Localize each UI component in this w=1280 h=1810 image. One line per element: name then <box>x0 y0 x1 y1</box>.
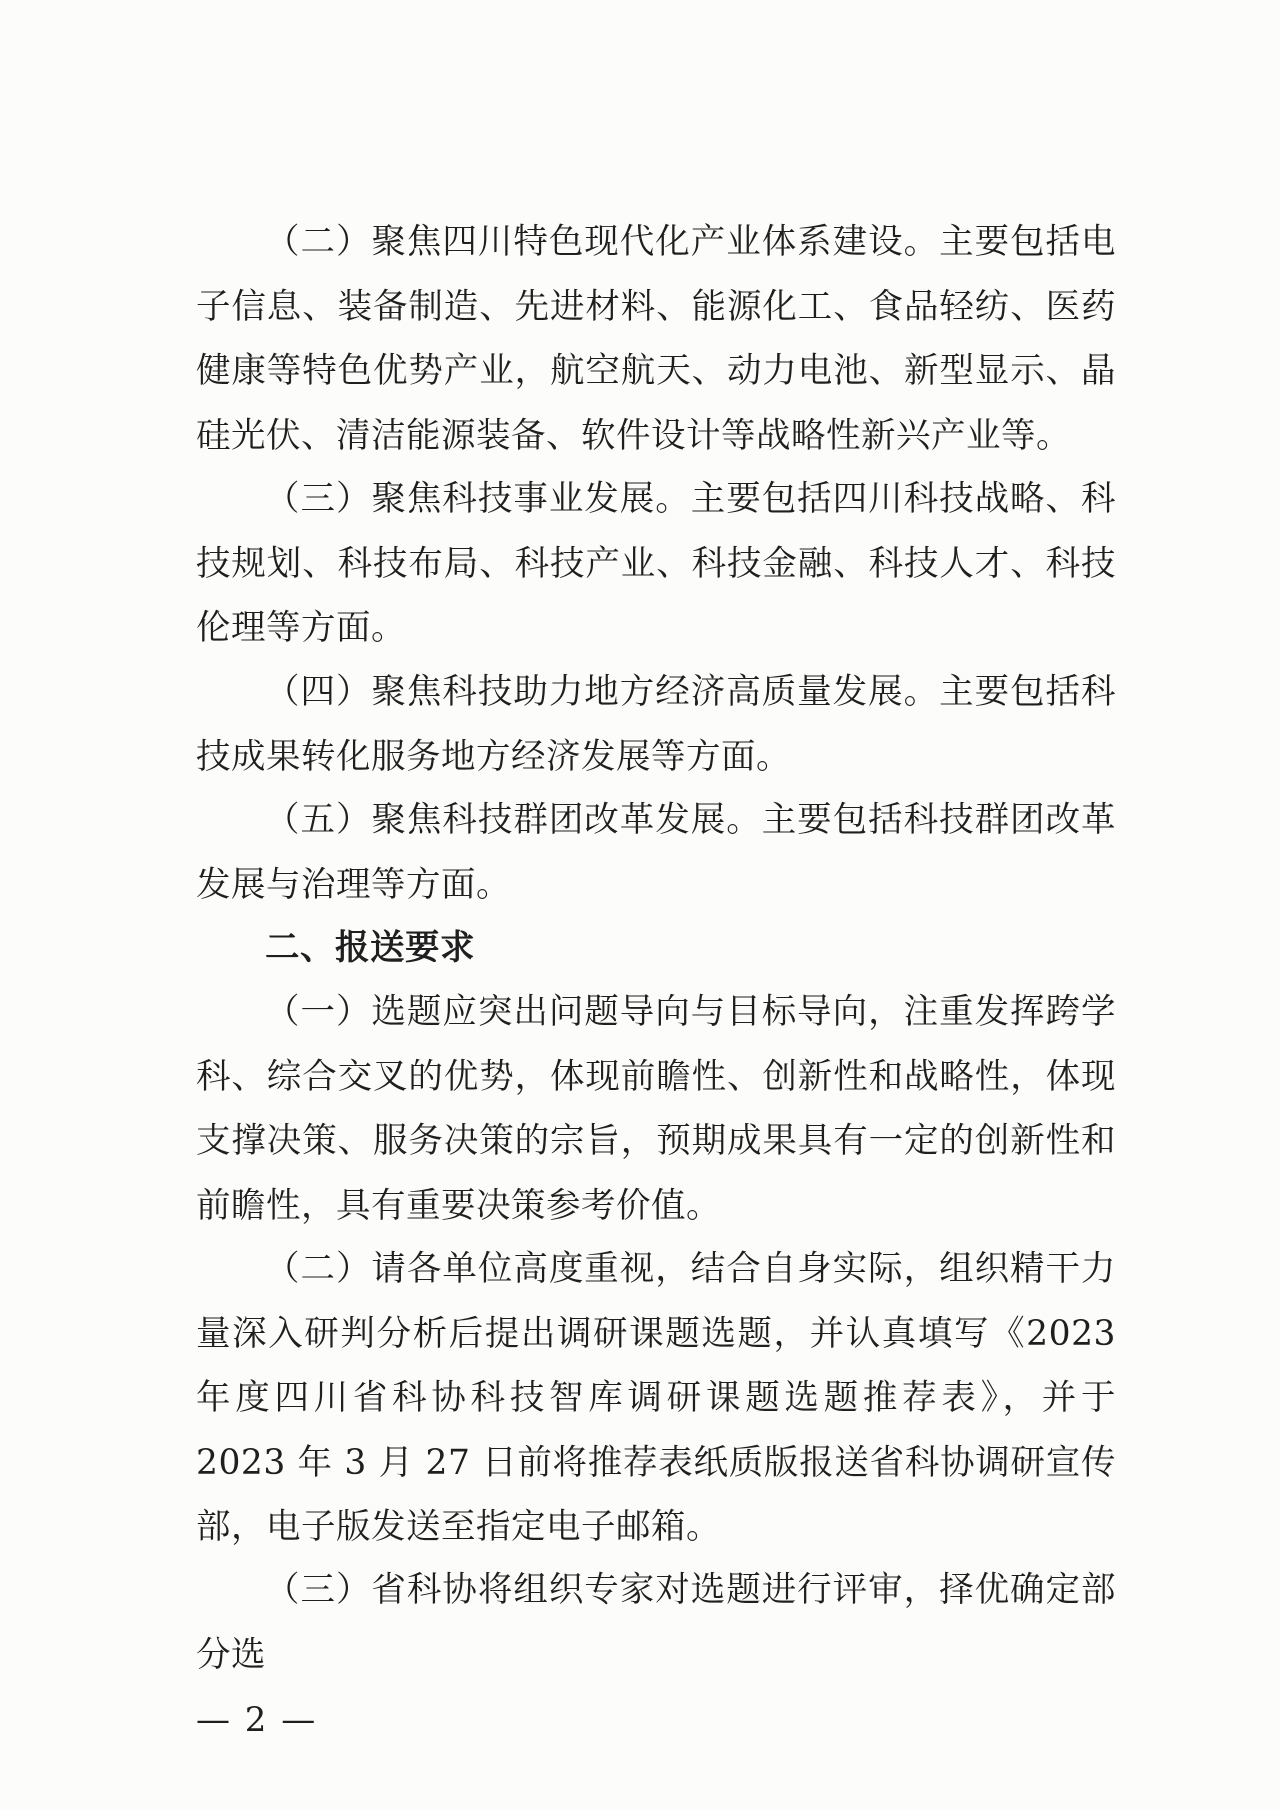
paragraph-tech-development: （三）聚焦科技事业发展。主要包括四川科技战略、科技规划、科技布局、科技产业、科技金融、科技人才、科技伦理等方面。 <box>196 479 1116 648</box>
paragraph-requirement-3: （三）省科协将组织专家对选题进行评审，择优确定部分选 <box>196 1570 1116 1675</box>
paragraph-requirement-1: （一）选题应突出问题导向与目标导向，注重发挥跨学科、综合交叉的优势，体现前瞻性、创新性和战略性，体现支撑决策、服务决策的宗旨，预期成果具有一定的创新性和前瞻性，具有重要决策参考价值。 <box>196 992 1116 1226</box>
paragraph-requirement-2: （二）请各单位高度重视，结合自身实际，组织精干力量深入研判分析后提出调研课题选题，并认真填写《2023 年度四川省科协科技智库调研课题选题推荐表》，并于 2023 年 3 月 27 日前将推荐表纸质版报送省科协调研宣传部，电子版发送至指定电子邮箱。 <box>196 1249 1116 1547</box>
paragraph-local-economy: （四）聚焦科技助力地方经济高质量发展。主要包括科技成果转化服务地方经济发展等方面。 <box>196 672 1116 777</box>
section-heading-requirements: 二、报送要求 <box>265 928 475 968</box>
paragraph-group-reform: （五）聚焦科技群团改革发展。主要包括科技群团改革发展与治理等方面。 <box>196 800 1116 905</box>
page-number: — 2 — <box>196 1700 318 1740</box>
paragraph-industry-system: （二）聚焦四川特色现代化产业体系建设。主要包括电子信息、装备制造、先进材料、能源化工、食品轻纺、医药健康等特色优势产业，航空航天、动力电池、新型显示、晶硅光伏、清洁能源装备、软件设计等战略性新兴产业等。 <box>196 222 1116 456</box>
